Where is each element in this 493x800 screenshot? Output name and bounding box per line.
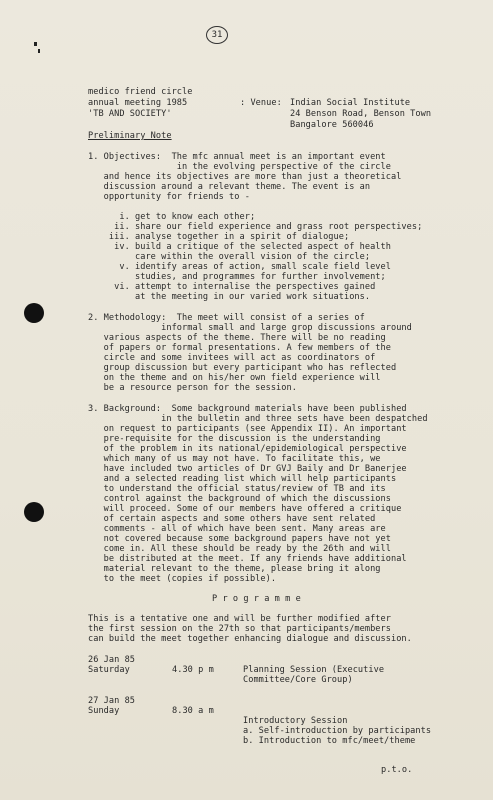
schedule-time: 8.30 a m bbox=[172, 706, 214, 716]
objective-item: studies, and programmes for further involvement; bbox=[88, 272, 386, 282]
punch-hole-top bbox=[24, 303, 44, 323]
objectives-line: and hence its objectives are more than just a theoretical bbox=[88, 172, 402, 182]
org-name: medico friend circle bbox=[88, 87, 193, 97]
schedule-time: 4.30 p m bbox=[172, 665, 214, 675]
ink-mark bbox=[38, 49, 40, 53]
schedule-day: Saturday bbox=[88, 665, 130, 675]
objective-item: iv. build a critique of the selected aspect of health bbox=[88, 242, 391, 252]
methodology-line: informal small and large grop discussions around bbox=[88, 323, 412, 333]
background-line: control against the background of which the discussions bbox=[88, 494, 391, 504]
background-line: 3. Background: Some background materials have been published bbox=[88, 404, 407, 414]
schedule-event: Planning Session (Executive bbox=[243, 665, 385, 675]
objective-item: vi. attempt to internalise the perspectives gained bbox=[88, 282, 376, 292]
objective-item: care within the overall vision of the circle; bbox=[88, 252, 371, 262]
objective-item: ii. share our field experience and grass root perspectives; bbox=[88, 222, 423, 232]
objective-item: v. identify areas of action, small scale field level bbox=[88, 262, 391, 272]
background-line: of certain aspects and some others have sent related bbox=[88, 514, 376, 524]
programme-intro-line: This is a tentative one and will be further modified after bbox=[88, 614, 391, 624]
methodology-line: various aspects of the theme. There will be no reading bbox=[88, 333, 386, 343]
preliminary-note-title: Preliminary Note bbox=[88, 131, 172, 141]
schedule-event: b. Introduction to mfc/meet/theme bbox=[243, 736, 416, 746]
venue-label: : Venue: bbox=[240, 98, 282, 108]
objectives-line: opportunity for friends to - bbox=[88, 192, 250, 202]
background-line: will proceed. Some of our members have offered a critique bbox=[88, 504, 402, 514]
punch-hole-bottom bbox=[24, 502, 44, 522]
background-line: to the meet (copies if possible). bbox=[88, 574, 277, 584]
background-line: have included two articles of Dr GVJ Baily and Dr Banerjee bbox=[88, 464, 407, 474]
objectives-line: 1. Objectives: The mfc annual meet is an important event bbox=[88, 152, 386, 162]
programme-intro-line: can build the meet together enhancing dialogue and discussion. bbox=[88, 634, 412, 644]
methodology-line: be a resource person for the session. bbox=[88, 383, 297, 393]
ink-mark bbox=[34, 42, 37, 46]
background-line: and a selected reading list which will help participants bbox=[88, 474, 397, 484]
methodology-line: of papers or formal presentations. A few members of the bbox=[88, 343, 391, 353]
venue-line-3: Bangalore 560046 bbox=[290, 120, 374, 130]
schedule-date: 27 Jan 85 bbox=[88, 696, 136, 706]
objectives-line: in the evolving perspective of the circle bbox=[88, 162, 391, 172]
methodology-line: group discussion but every participant who has reflected bbox=[88, 363, 397, 373]
page-number: 31 bbox=[206, 26, 228, 44]
meeting-title: annual meeting 1985 bbox=[88, 98, 188, 108]
background-line: come in. All these should be ready by the 26th and will bbox=[88, 544, 391, 554]
background-line: material relevant to the theme, please bring it along bbox=[88, 564, 381, 574]
schedule-event: a. Self-introduction by participants bbox=[243, 726, 432, 736]
schedule-event: Introductory Session bbox=[243, 716, 348, 726]
objective-item: at the meeting in our varied work situations. bbox=[88, 292, 371, 302]
objectives-line: discussion around a relevant theme. The event is an bbox=[88, 182, 371, 192]
programme-title: P r o g r a m m e bbox=[212, 594, 301, 604]
archive-stamp bbox=[369, 20, 431, 50]
methodology-line: on the theme and on his/her own field experience will bbox=[88, 373, 381, 383]
background-line: which many of us may not have. To facilitate this, we bbox=[88, 454, 381, 464]
methodology-line: 2. Methodology: The meet will consist of a series of bbox=[88, 313, 365, 323]
venue-line-1: Indian Social Institute bbox=[290, 98, 411, 108]
background-line: of the problem in its national/epidemiological perspective bbox=[88, 444, 407, 454]
pto-note: p.t.o. bbox=[381, 765, 413, 775]
schedule-date: 26 Jan 85 bbox=[88, 655, 136, 665]
background-line: be distributed at the meet. If any friends have additional bbox=[88, 554, 407, 564]
programme-intro-line: the first session on the 27th so that participants/members bbox=[88, 624, 391, 634]
background-line: comments - all of which have been sent. Many areas are bbox=[88, 524, 386, 534]
theme-title: 'TB AND SOCIETY' bbox=[88, 109, 172, 119]
background-line: to understand the official status/review of TB and its bbox=[88, 484, 386, 494]
methodology-line: circle and some invitees will act as coordinators of bbox=[88, 353, 376, 363]
background-line: pre-requisite for the discussion is the understanding bbox=[88, 434, 381, 444]
objective-item: iii. analyse together in a spirit of dialogue; bbox=[88, 232, 350, 242]
schedule-event: Committee/Core Group) bbox=[243, 675, 353, 685]
schedule-day: Sunday bbox=[88, 706, 120, 716]
background-line: in the bulletin and three sets have been despatched bbox=[88, 414, 428, 424]
background-line: on request to participants (see Appendix II). An important bbox=[88, 424, 407, 434]
venue-line-2: 24 Benson Road, Benson Town bbox=[290, 109, 432, 119]
background-line: not covered because some background papers have not yet bbox=[88, 534, 391, 544]
objective-item: i. get to know each other; bbox=[88, 212, 256, 222]
